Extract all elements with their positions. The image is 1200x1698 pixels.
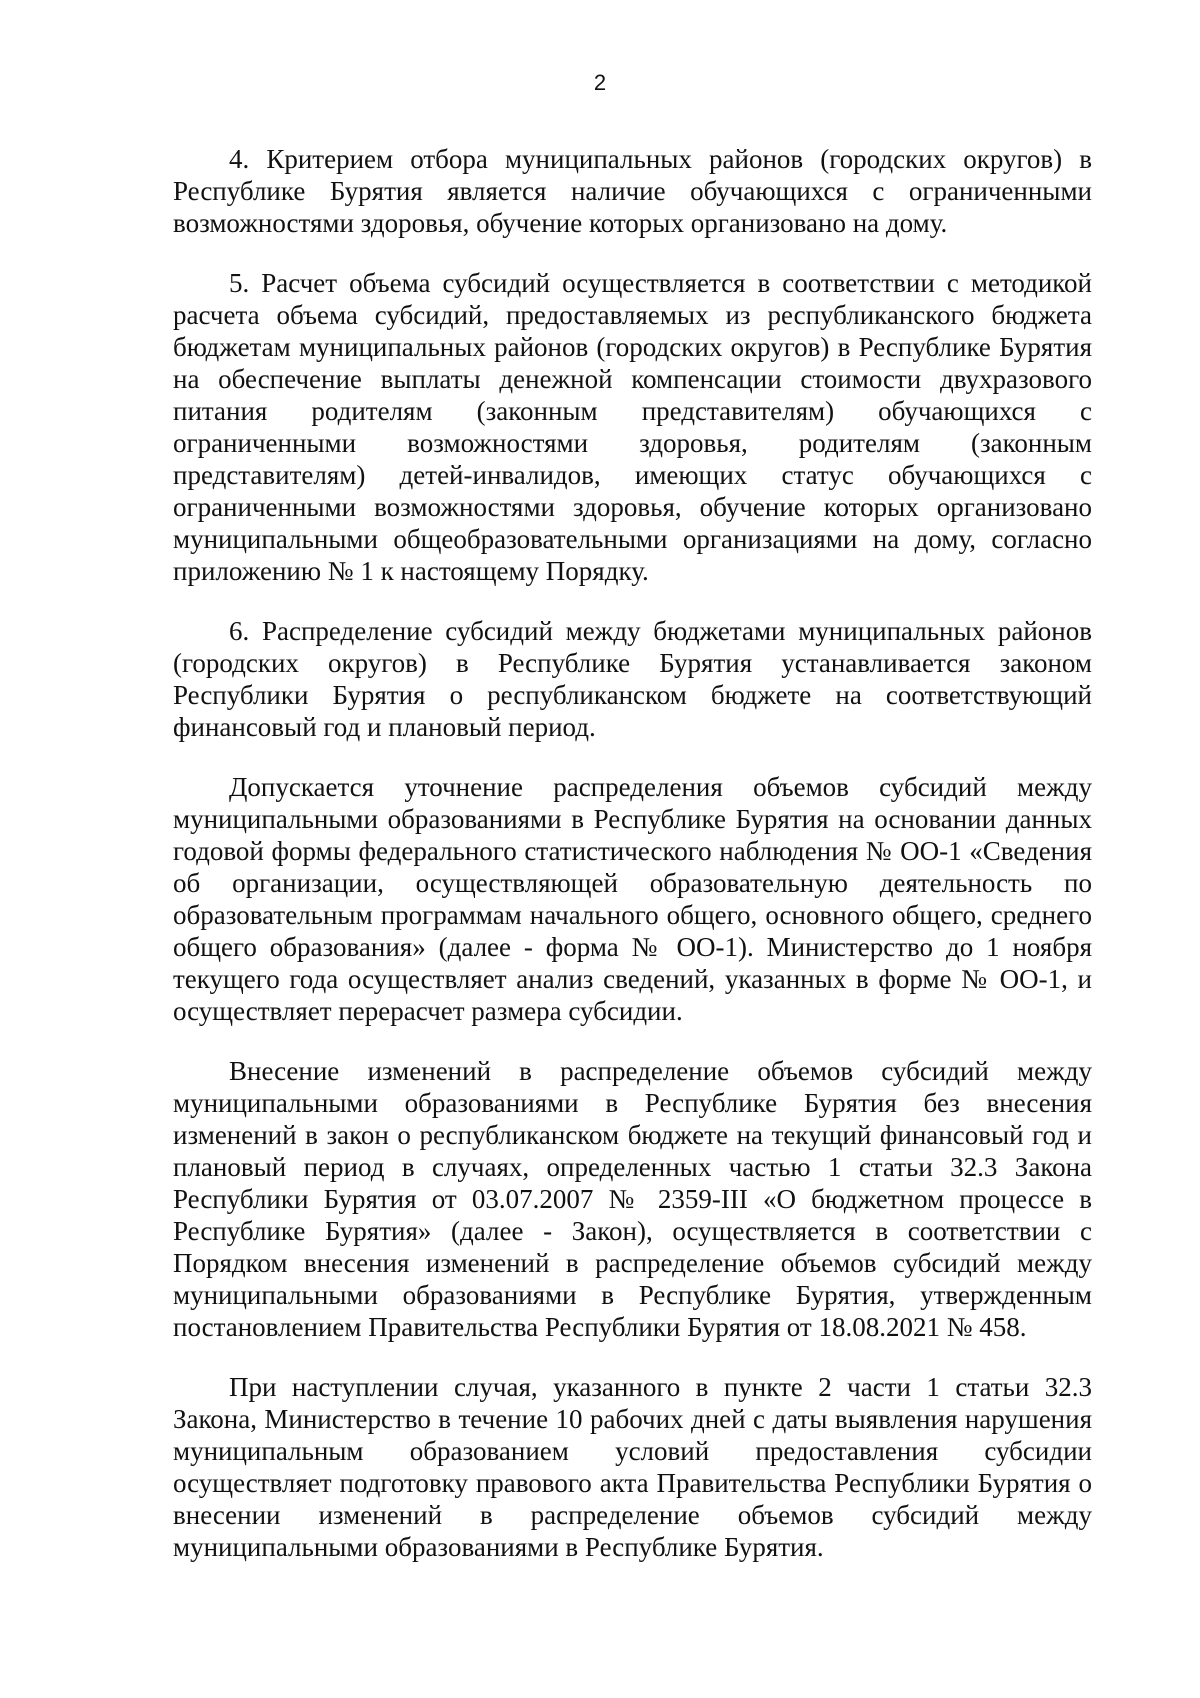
paragraph-distribution-adjustment: Допускается уточнение распределения объемов субсидий между муниципальными образованиями в Республике Бурятия на основании данных годовой формы федерального статистического наблюдения № ОО-1 «Сведения об организации, осуществляющей образовательную деятельность по образовательным программам начального общего, основного общего, среднего общего образования» (далее - форма № ОО-1). Министерство до 1 ноября текущего года осуществляет анализ сведений, указанных в форме № ОО-1, и осуществляет перерасчет размера субсидии.: [173, 772, 1092, 1026]
paragraph-4-selection-criterion: 4. Критерием отбора муниципальных районов (городских округов) в Республике Бурятия является наличие обучающихся с ограниченными возможностями здоровья, обучение которых организовано на дому.: [173, 144, 1092, 238]
paragraph-5-subsidy-calculation: 5. Расчет объема субсидий осуществляется в соответствии с методикой расчета объема субсидий, предоставляемых из республиканского бюджета бюджетам муниципальных районов (городских округов) в Республике Бурятия на обеспечение выплаты денежной компенсации стоимости двухразового питания родителям (законным представителям) обучающихся с ограниченными возможностями здоровья, родителям (законным представителям) детей-инвалидов, имеющих статус обучающихся с ограниченными возможностями здоровья, обучение которых организовано муниципальными общеобразовательными организациями на дому, согласно приложению № 1 к настоящему Порядку.: [173, 268, 1092, 586]
document-body: [173, 143, 1092, 1591]
paragraph-distribution-changes: Внесение изменений в распределение объемов субсидий между муниципальными образованиями в Республике Бурятия без внесения изменений в закон о республиканском бюджете на текущий финансовый год и плановый период в случаях, определенных частью 1 статьи 32.3 Закона Республики Бурятия от 03.07.2007 № 2359-III «О бюджетном процессе в Республике Бурятия» (далее - Закон), осуществляется в соответствии с Порядком внесения изменений в распределение объемов субсидий между муниципальными образованиями в Республике Бурятия, утвержденным постановлением Правительства Республики Бурятия от 18.08.2021 № 458.: [173, 1056, 1092, 1342]
paragraph-violation-case: При наступлении случая, указанного в пункте 2 части 1 статьи 32.3 Закона, Министерство в течение 10 рабочих дней с даты выявления нарушения муниципальным образованием условий предоставления субсидии осуществляет подготовку правового акта Правительства Республики Бурятия о внесении изменений в распределение объемов субсидий между муниципальными образованиями в Республике Бурятия.: [173, 1372, 1092, 1562]
paragraph-6-subsidy-distribution: 6. Распределение субсидий между бюджетами муниципальных районов (городских округов) в Республике Бурятия устанавливается законом Республики Бурятия о республиканском бюджете на соответствующий финансовый год и плановый период.: [173, 616, 1092, 742]
page-number: 2: [593, 70, 607, 95]
